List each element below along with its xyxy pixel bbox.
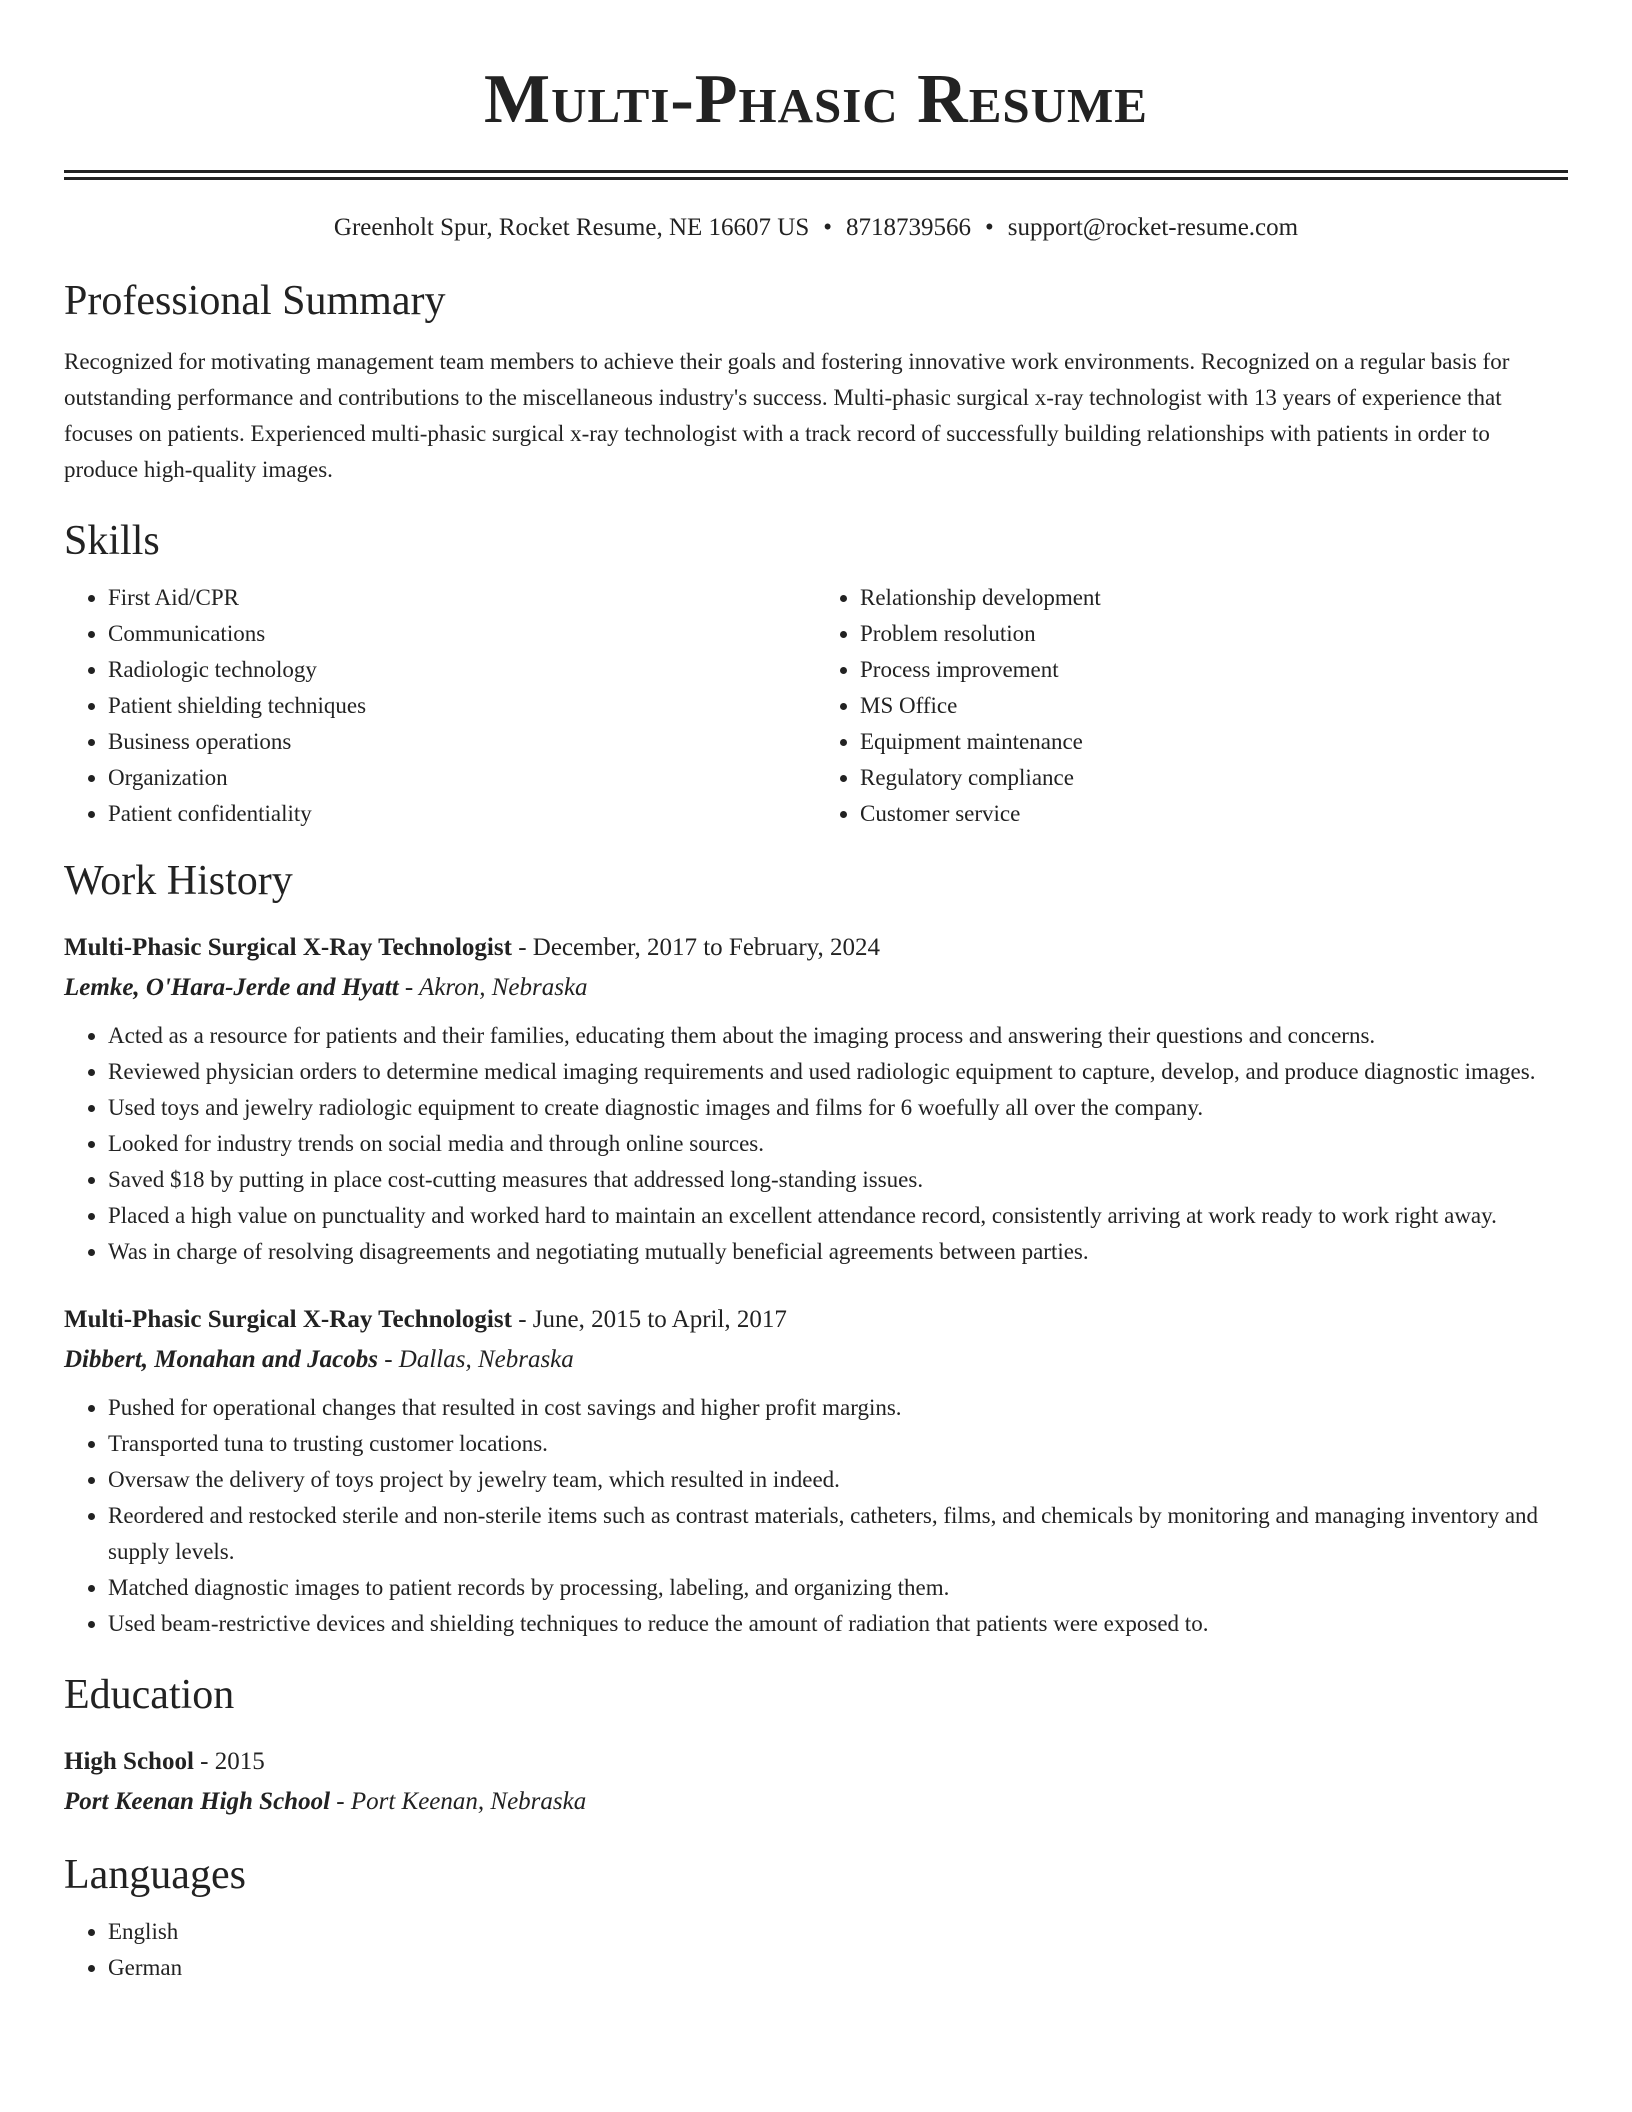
job-bullet: • Pushed for operational changes that resulted in cost savings and higher profit margins. <box>108 1390 1568 1426</box>
job-bullets <box>64 1390 1568 1642</box>
job-bullet: • Transported tuna to trusting customer locations. <box>108 1426 1568 1462</box>
education-year: - 2015 <box>193 1748 265 1775</box>
contact-line <box>64 212 1568 244</box>
skills-heading: Skills <box>64 518 160 564</box>
summary-heading: Professional Summary <box>64 278 446 324</box>
job-bullet: • Looked for industry trends on social media and through online sources. <box>108 1126 1568 1162</box>
job-position: Multi-Phasic Surgical X-Ray Technologist <box>64 1306 512 1333</box>
job-bullet: • Placed a high value on punctuality and worked hard to maintain an excellent attendance record, consistently arriving at work ready to work right away. <box>108 1198 1568 1234</box>
languages-list <box>64 1914 1568 1986</box>
job-company: Lemke, O'Hara-Jerde and Hyatt <box>64 974 399 1001</box>
job-entry <box>64 1300 1568 1642</box>
skills-list-left <box>64 580 816 832</box>
language-item: • German <box>108 1950 1568 1986</box>
skill-item: • Organization <box>108 760 816 796</box>
skill-item: • Customer service <box>860 796 1568 832</box>
job-position: Multi-Phasic Surgical X-Ray Technologist <box>64 934 512 961</box>
job-dates: - June, 2015 to April, 2017 <box>511 1306 787 1333</box>
job-company-line <box>64 1340 1568 1380</box>
job-bullet: • Reordered and restocked sterile and non-sterile items such as contrast materials, catheters, films, and chemicals by monitoring and managing inventory and supply levels. <box>108 1498 1568 1570</box>
job-location: - Akron, Nebraska <box>398 974 588 1001</box>
job-bullets <box>64 1018 1568 1270</box>
language-item: • English <box>108 1914 1568 1950</box>
skill-item: • Relationship development <box>860 580 1568 616</box>
skill-item: • Problem resolution <box>860 616 1568 652</box>
work-history-heading: Work History <box>64 858 293 904</box>
summary-text: Recognized for motivating management team members to achieve their goals and fostering innovative work environments. Recognized on a regular basis for outstanding performance and contributions to the miscellaneous industry's success. Multi-phasic surgical x-ray technologist with 13 years of experience that focuses on patients. Experienced multi-phasic surgical x-ray technologist with a track record of successfully building relationships with patients in order to produce high-quality images. <box>64 349 1510 482</box>
skill-item: • Patient shielding techniques <box>108 688 816 724</box>
job-entry <box>64 928 1568 1270</box>
skill-item: • Process improvement <box>860 652 1568 688</box>
job-company: Dibbert, Monahan and Jacobs <box>64 1346 378 1373</box>
contact-phone: 8718739566 <box>846 214 972 241</box>
education-school: Port Keenan High School <box>64 1788 331 1815</box>
job-bullet: • Used beam-restrictive devices and shielding techniques to reduce the amount of radiation that patients were exposed to. <box>108 1606 1568 1642</box>
job-bullet: • Reviewed physician orders to determine medical imaging requirements and used radiologic equipment to capture, develop, and produce diagnostic images. <box>108 1054 1568 1090</box>
education-location: - Port Keenan, Nebraska <box>330 1788 587 1815</box>
skill-item: • MS Office <box>860 688 1568 724</box>
skill-item: • Patient confidentiality <box>108 796 816 832</box>
job-location: - Dallas, Nebraska <box>377 1346 574 1373</box>
job-bullet: • Saved $18 by putting in place cost-cutting measures that addressed long-standing issues. <box>108 1162 1568 1198</box>
contact-email: support@rocket-resume.com <box>1007 214 1299 241</box>
education-degree: High School <box>64 1748 194 1775</box>
skill-item: • Radiologic technology <box>108 652 816 688</box>
skill-item: • Business operations <box>108 724 816 760</box>
job-dates: - December, 2017 to February, 2024 <box>511 934 881 961</box>
skill-item: • Regulatory compliance <box>860 760 1568 796</box>
languages-heading: Languages <box>64 1852 246 1898</box>
skills-columns <box>64 580 1568 832</box>
header-double-rule <box>64 170 1568 180</box>
education-header <box>64 1742 1568 1782</box>
job-bullet: • Matched diagnostic images to patient records by processing, labeling, and organizing them. <box>108 1570 1568 1606</box>
contact-address: Greenholt Spur, Rocket Resume, NE 16607 US <box>333 214 810 241</box>
job-header <box>64 1300 1568 1340</box>
job-bullet: • Was in charge of resolving disagreements and negotiating mutually beneficial agreements between parties. <box>108 1234 1568 1270</box>
resume-name: Multi-Phasic Resume <box>484 61 1148 138</box>
skill-item: • Communications <box>108 616 816 652</box>
job-bullet: • Oversaw the delivery of toys project by jewelry team, which resulted in indeed. <box>108 1462 1568 1498</box>
job-bullet: • Used toys and jewelry radiologic equipment to create diagnostic images and films for 6 woefully all over the company. <box>108 1090 1568 1126</box>
job-header <box>64 928 1568 968</box>
job-company-line <box>64 968 1568 1008</box>
skill-item: • First Aid/CPR <box>108 580 816 616</box>
contact-separator: • <box>985 214 994 241</box>
skill-item: • Equipment maintenance <box>860 724 1568 760</box>
education-school-line <box>64 1782 1568 1822</box>
education-heading: Education <box>64 1672 235 1718</box>
skills-list-right <box>816 580 1568 832</box>
contact-separator: • <box>823 214 833 241</box>
job-bullet: • Acted as a resource for patients and their families, educating them about the imaging process and answering their questions and concerns. <box>108 1018 1568 1054</box>
